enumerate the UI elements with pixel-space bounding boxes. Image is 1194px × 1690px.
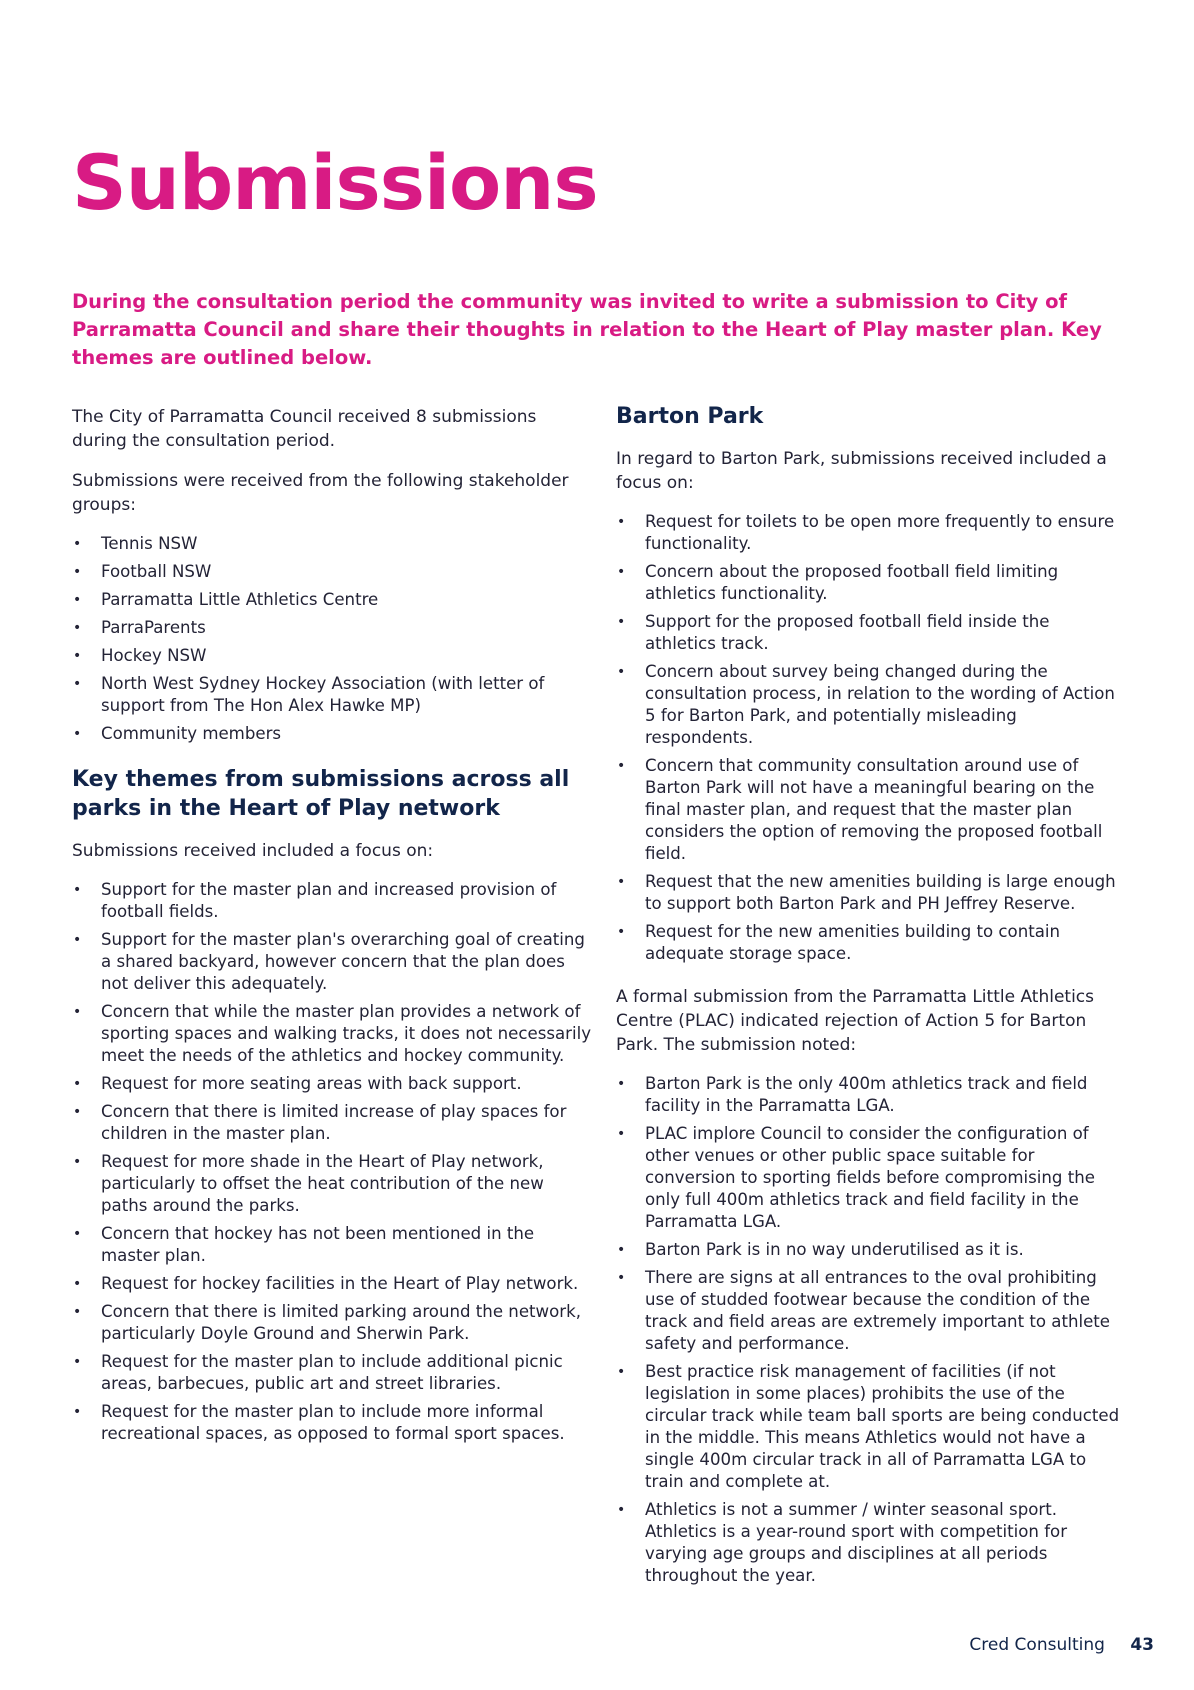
list-item <box>616 1123 1124 1233</box>
list-item <box>72 879 592 923</box>
bullet-icon: • <box>73 1354 82 1370</box>
list-item-text: Community members <box>101 724 282 743</box>
bullet-icon: • <box>73 1104 82 1120</box>
bullet-icon: • <box>617 758 626 774</box>
list-item-text: Football NSW <box>101 562 212 581</box>
list-item-text: PLAC implore Council to consider the configuration of other venues or other public space suitable for conversion to sporting fields before compromising the only full 400m athletics track and field facility in the Parramatta LGA. <box>645 1124 1095 1231</box>
bullet-icon: • <box>73 676 82 692</box>
intro-paragraph: During the consultation period the community was invited to write a submission to City of Parramatta Council and share their thoughts in relation to the Heart of Play master plan. Key themes are outlined below. <box>72 290 1102 369</box>
list-item <box>72 673 592 717</box>
list-item-text: Request for more seating areas with back support. <box>101 1074 522 1093</box>
list-item <box>72 1073 592 1095</box>
plac-points-list <box>616 1073 1124 1587</box>
list-item <box>616 921 1124 965</box>
page-title: Submissions <box>72 138 598 227</box>
list-item-text: Support for the proposed football field inside the athletics track. <box>645 612 1050 653</box>
key-themes-intro: Submissions received included a focus on: <box>72 841 434 861</box>
submissions-count-paragraph: The City of Parramatta Council received 8 submissions during the consultation period. <box>72 407 537 451</box>
list-item <box>72 533 592 555</box>
list-item <box>72 1351 592 1395</box>
list-item <box>616 611 1124 655</box>
bullet-icon: • <box>73 1304 82 1320</box>
stakeholder-list <box>72 533 592 745</box>
list-item <box>616 1239 1124 1261</box>
list-item-text: Request that the new amenities building is large enough to support both Barton Park and PH Jeffrey Reserve. <box>645 872 1116 913</box>
list-item <box>72 645 592 667</box>
bullet-icon: • <box>617 924 626 940</box>
list-item-text: Request for the new amenities building to contain adequate storage space. <box>645 922 1061 963</box>
list-item-text: North West Sydney Hockey Association (with letter of support from The Hon Alex Hawke MP) <box>101 674 545 715</box>
list-item-text: Concern that while the master plan provides a network of sporting spaces and walking tracks, it does not necessarily meet the needs of the athletics and hockey community. <box>101 1002 592 1065</box>
bullet-icon: • <box>617 514 626 530</box>
list-item <box>72 1001 592 1067</box>
list-item-text: Hockey NSW <box>101 646 207 665</box>
bullet-icon: • <box>73 1276 82 1292</box>
list-item <box>616 1499 1124 1587</box>
list-item-text: Request for the master plan to include additional picnic areas, barbecues, public art and street libraries. <box>101 1352 563 1393</box>
barton-park-intro: In regard to Barton Park, submissions received included a focus on: <box>616 449 1107 493</box>
list-item-text: There are signs at all entrances to the oval prohibiting use of studded footwear because the condition of the track and field areas are extremely important to athlete safety and performance. <box>645 1268 1111 1353</box>
bullet-icon: • <box>617 664 626 680</box>
list-item-text: Concern that hockey has not been mentioned in the master plan. <box>101 1224 535 1265</box>
bullet-icon: • <box>73 1226 82 1242</box>
barton-park-focus-list <box>616 511 1124 965</box>
left-column <box>72 405 592 1465</box>
list-item <box>72 1301 592 1345</box>
list-item-text: Concern that there is limited parking around the network, particularly Doyle Ground and Sherwin Park. <box>101 1302 581 1343</box>
list-item <box>72 617 592 639</box>
bullet-icon: • <box>617 1364 626 1380</box>
stakeholder-groups-paragraph: Submissions were received from the following stakeholder groups: <box>72 471 569 515</box>
list-item <box>72 723 592 745</box>
list-item <box>616 661 1124 749</box>
list-item <box>616 871 1124 915</box>
bullet-icon: • <box>73 648 82 664</box>
right-column <box>616 402 1124 1607</box>
bullet-icon: • <box>617 1242 626 1258</box>
list-item-text: Request for more shade in the Heart of Play network, particularly to offset the heat contribution of the new paths around the parks. <box>101 1152 544 1215</box>
list-item-text: Support for the master plan and increased provision of football fields. <box>101 880 557 921</box>
footer-brand: Cred Consulting <box>969 1635 1105 1655</box>
list-item-text: Concern that there is limited increase of play spaces for children in the master plan. <box>101 1102 567 1143</box>
list-item-text: Request for the master plan to include more informal recreational spaces, as opposed to formal sport spaces. <box>101 1402 565 1443</box>
bullet-icon: • <box>73 726 82 742</box>
bullet-icon: • <box>73 932 82 948</box>
bullet-icon: • <box>617 874 626 890</box>
barton-park-heading: Barton Park <box>616 404 764 429</box>
list-item-text: Best practice risk management of facilities (if not legislation in some places) prohibits the use of the circular track while team ball sports are being conducted in the middle. This means Athletics would not have a single 400m circular track in all of Parramatta LGA to train and complete at. <box>645 1362 1120 1491</box>
list-item <box>72 1223 592 1267</box>
list-item-text: Barton Park is in no way underutilised as it is. <box>645 1240 1024 1259</box>
list-item-text: Parramatta Little Athletics Centre <box>101 590 379 609</box>
bullet-icon: • <box>73 1154 82 1170</box>
list-item <box>72 1151 592 1217</box>
list-item <box>616 755 1124 865</box>
list-item-text: Request for hockey facilities in the Heart of Play network. <box>101 1274 579 1293</box>
list-item-text: Athletics is not a summer / winter seasonal sport. Athletics is a year-round sport with competition for varying age groups and disciplines at all periods throughout the year. <box>645 1500 1068 1585</box>
bullet-icon: • <box>73 620 82 636</box>
bullet-icon: • <box>73 536 82 552</box>
list-item <box>72 929 592 995</box>
list-item <box>72 1401 592 1445</box>
bullet-icon: • <box>73 592 82 608</box>
bullet-icon: • <box>73 1404 82 1420</box>
bullet-icon: • <box>617 1126 626 1142</box>
list-item-text: Concern about survey being changed during the consultation process, in relation to the wording of Action 5 for Barton Park, and potentially misleading respondents. <box>645 662 1115 747</box>
list-item <box>616 561 1124 605</box>
bullet-icon: • <box>617 1502 626 1518</box>
list-item <box>72 561 592 583</box>
list-item-text: Concern that community consultation around use of Barton Park will not have a meaningful bearing on the final master plan, and request that the master plan considers the option of removing the proposed football field. <box>645 756 1103 863</box>
list-item-text: Request for toilets to be open more frequently to ensure functionality. <box>645 512 1115 553</box>
plac-intro-paragraph: A formal submission from the Parramatta Little Athletics Centre (PLAC) indicated rejection of Action 5 for Barton Park. The submission noted: <box>616 987 1094 1055</box>
list-item <box>72 1273 592 1295</box>
list-item <box>616 1073 1124 1117</box>
bullet-icon: • <box>73 1004 82 1020</box>
bullet-icon: • <box>73 882 82 898</box>
key-themes-heading: Key themes from submissions across all parks in the Heart of Play network <box>72 767 570 821</box>
list-item <box>616 511 1124 555</box>
list-item-text: Barton Park is the only 400m athletics track and field facility in the Parramatta LGA. <box>645 1074 1088 1115</box>
bullet-icon: • <box>617 564 626 580</box>
bullet-icon: • <box>617 614 626 630</box>
bullet-icon: • <box>617 1270 626 1286</box>
list-item <box>72 589 592 611</box>
bullet-icon: • <box>73 1076 82 1092</box>
list-item-text: Support for the master plan's overarching goal of creating a shared backyard, however concern that the plan does not deliver this adequately. <box>101 930 585 993</box>
list-item <box>616 1267 1124 1355</box>
list-item <box>616 1361 1124 1493</box>
page-footer <box>969 1633 1154 1657</box>
list-item-text: ParraParents <box>101 618 206 637</box>
key-themes-list <box>72 879 592 1445</box>
list-item-text: Concern about the proposed football field limiting athletics functionality. <box>645 562 1059 603</box>
bullet-icon: • <box>617 1076 626 1092</box>
list-item <box>72 1101 592 1145</box>
list-item-text: Tennis NSW <box>101 534 198 553</box>
bullet-icon: • <box>73 564 82 580</box>
page-number: 43 <box>1130 1635 1154 1655</box>
